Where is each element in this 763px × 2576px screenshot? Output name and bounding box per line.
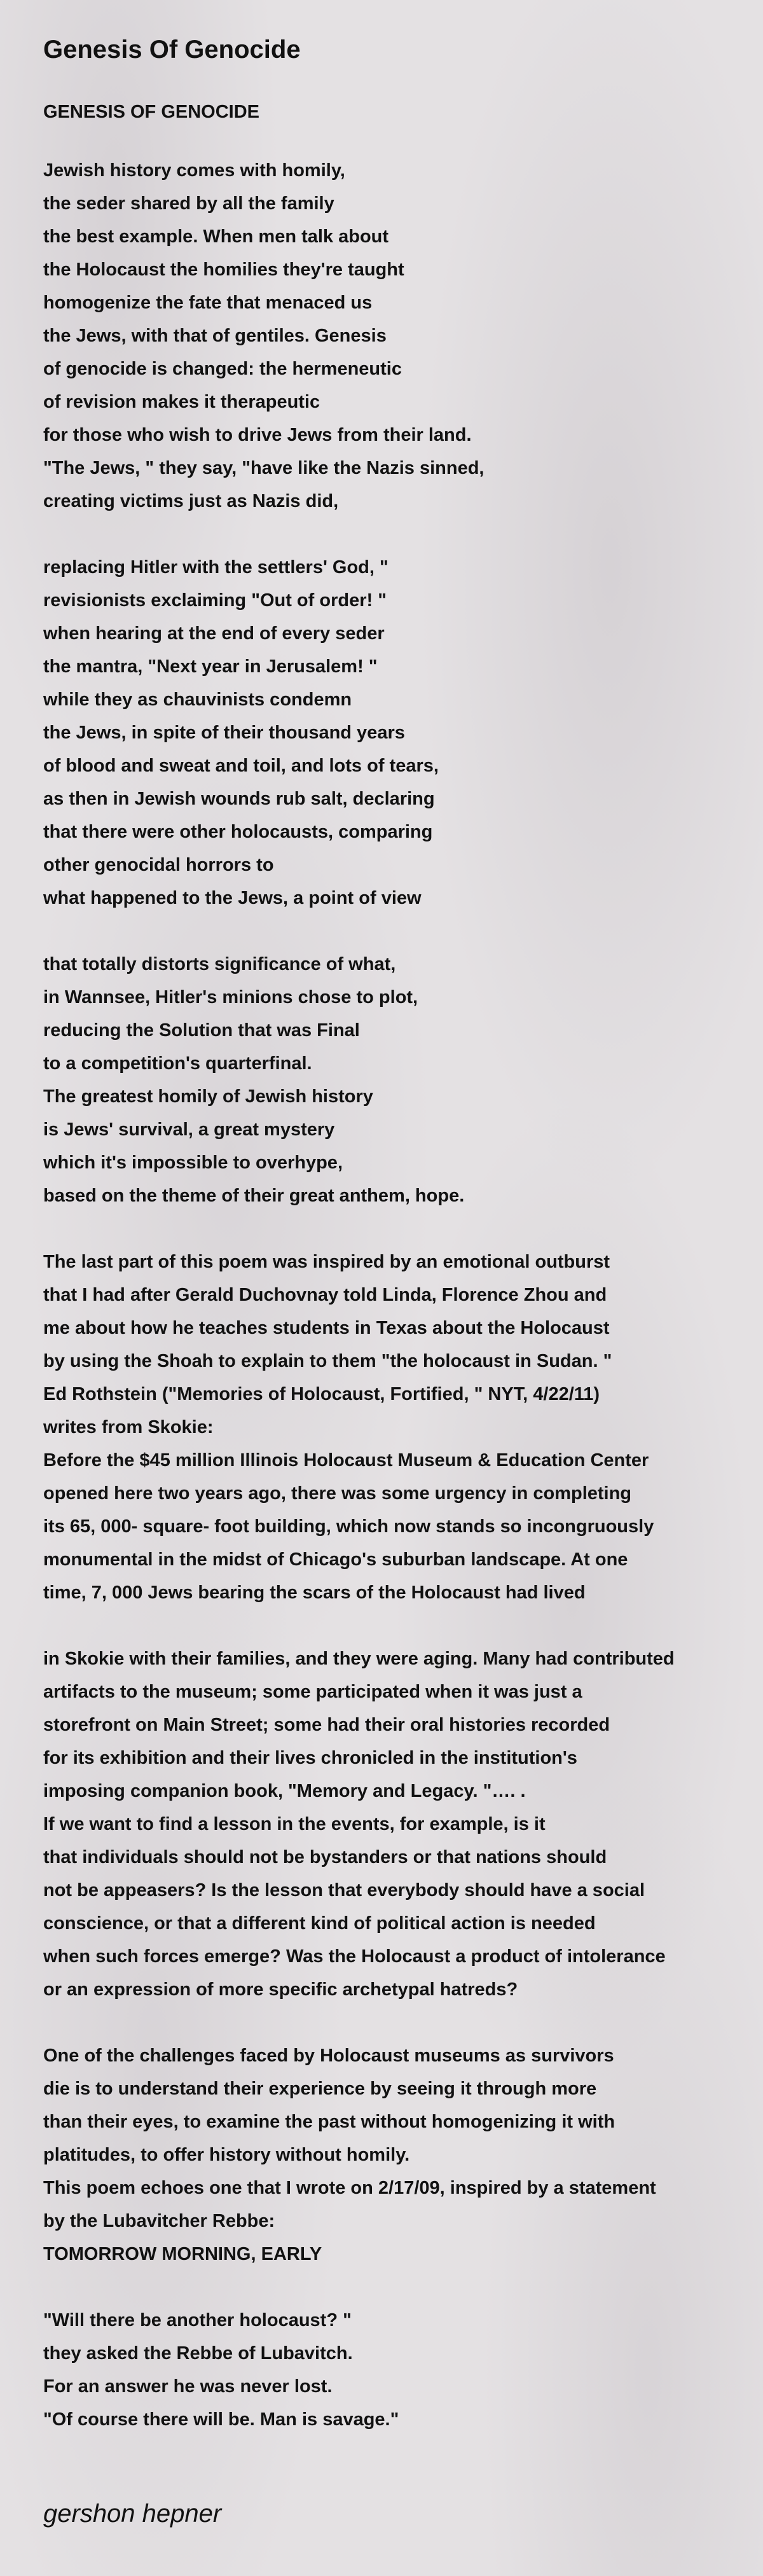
poem-line: its 65, 000- square- foot building, which now stands so incongruously	[43, 1516, 654, 1537]
poem-line: creating victims just as Nazis did,	[43, 491, 339, 511]
poem-line: by using the Shoah to explain to them "the holocaust in Sudan. "	[43, 1351, 612, 1371]
poem-line: homogenize the fate that menaced us	[43, 293, 373, 313]
poem-line: Before the $45 million Illinois Holocaust Museum & Education Center	[43, 1450, 649, 1471]
poem-line: for its exhibition and their lives chronicled in the institution's	[43, 1748, 577, 1768]
poem-title: Genesis Of Genocide	[43, 36, 301, 64]
poem-line: reducing the Solution that was Final	[43, 1020, 360, 1041]
poem-line: while they as chauvinists condemn	[43, 689, 352, 710]
poem-line: writes from Skokie:	[43, 1417, 214, 1437]
poem-line: "The Jews, " they say, "have like the Nazis sinned,	[43, 458, 485, 478]
poem-line: which it's impossible to overhype,	[43, 1153, 343, 1173]
poem-stanza	[43, 2304, 743, 2436]
poem-line: for those who wish to drive Jews from their land.	[43, 425, 472, 445]
poem-stanza	[43, 948, 743, 1212]
poem-line: me about how he teaches students in Texas about the Holocaust	[43, 1318, 610, 1338]
poem-line: that individuals should not be bystanders or that nations should	[43, 1847, 607, 1867]
poem-body	[43, 154, 743, 2436]
poem-line: The last part of this poem was inspired by an emotional outburst	[43, 1252, 610, 1272]
poem-line: of revision makes it therapeutic	[43, 392, 320, 412]
poem-author[interactable]: gershon hepner	[43, 2500, 222, 2528]
poem-line: This poem echoes one that I wrote on 2/17/09, inspired by a statement	[43, 2178, 656, 2198]
poem-line: die is to understand their experience by seeing it through more	[43, 2079, 597, 2099]
poem-line: the seder shared by all the family	[43, 193, 334, 214]
poem-line: when hearing at the end of every seder	[43, 623, 385, 644]
poem-line: platitudes, to offer history without homily.	[43, 2145, 410, 2165]
poem-line: the Jews, in spite of their thousand years	[43, 723, 405, 743]
poem-stanza	[43, 1245, 743, 1609]
poem-line: One of the challenges faced by Holocaust museums as survivors	[43, 2046, 614, 2066]
poem-line: that totally distorts significance of what,	[43, 954, 396, 974]
poem-line: The greatest homily of Jewish history	[43, 1086, 373, 1107]
poem-stanza	[43, 2039, 743, 2271]
poem-line: to a competition's quarterfinal.	[43, 1053, 312, 1074]
poem-line: Jewish history comes with homily,	[43, 160, 345, 181]
poem-page	[43, 31, 743, 2469]
poem-line: in Wannsee, Hitler's minions chose to plot,	[43, 987, 418, 1008]
poem-line: than their eyes, to examine the past without homogenizing it with	[43, 2112, 615, 2132]
poem-line: as then in Jewish wounds rub salt, declaring	[43, 789, 435, 809]
poem-line: they asked the Rebbe of Lubavitch.	[43, 2343, 353, 2364]
poem-line: that there were other holocausts, comparing	[43, 822, 433, 842]
poem-line: by the Lubavitcher Rebbe:	[43, 2211, 275, 2231]
poem-line: not be appeasers? Is the lesson that everybody should have a social	[43, 1880, 645, 1901]
poem-line: of blood and sweat and toil, and lots of tears,	[43, 756, 439, 776]
poem-line: revisionists exclaiming "Out of order! "	[43, 590, 387, 611]
poem-line: the mantra, "Next year in Jerusalem! "	[43, 656, 378, 677]
poem-line: artifacts to the museum; some participated when it was just a	[43, 1682, 582, 1702]
poem-line: monumental in the midst of Chicago's suburban landscape. At one	[43, 1549, 628, 1570]
poem-line: what happened to the Jews, a point of view	[43, 888, 422, 908]
poem-line: conscience, or that a different kind of political action is needed	[43, 1913, 596, 1934]
poem-stanza	[43, 551, 743, 915]
poem-line: replacing Hitler with the settlers' God, "	[43, 557, 388, 578]
poem-line: TOMORROW MORNING, EARLY	[43, 2244, 322, 2264]
poem-line: that I had after Gerald Duchovnay told Linda, Florence Zhou and	[43, 1285, 607, 1305]
poem-line: time, 7, 000 Jews bearing the scars of the Holocaust had lived	[43, 1582, 586, 1603]
poem-line: the Jews, with that of gentiles. Genesis	[43, 326, 387, 346]
poem-line: is Jews' survival, a great mystery	[43, 1119, 335, 1140]
poem-line: the best example. When men talk about	[43, 226, 389, 247]
poem-line: in Skokie with their families, and they were aging. Many had contributed	[43, 1649, 675, 1669]
poem-line: other genocidal horrors to	[43, 855, 274, 875]
poem-line: when such forces emerge? Was the Holocaust a product of intolerance	[43, 1946, 666, 1967]
poem-line: storefront on Main Street; some had their oral histories recorded	[43, 1715, 610, 1735]
poem-line: imposing companion book, "Memory and Legacy. "…. .	[43, 1781, 526, 1801]
poem-line: "Will there be another holocaust? "	[43, 2310, 352, 2330]
poem-line: "Of course there will be. Man is savage."	[43, 2409, 399, 2430]
poem-line: or an expression of more specific archetypal hatreds?	[43, 1979, 518, 2000]
poem-line: based on the theme of their great anthem, hope.	[43, 1186, 465, 1206]
poem-subtitle: GENESIS OF GENOCIDE	[43, 102, 259, 122]
poem-line: Ed Rothstein ("Memories of Holocaust, Fortified, " NYT, 4/22/11)	[43, 1384, 600, 1404]
poem-line: of genocide is changed: the hermeneutic	[43, 359, 402, 379]
poem-line: opened here two years ago, there was some urgency in completing	[43, 1483, 632, 1504]
poem-stanza	[43, 1642, 743, 2006]
poem-line: For an answer he was never lost.	[43, 2376, 333, 2397]
poem-stanza	[43, 154, 743, 518]
poem-line: If we want to find a lesson in the events, for example, is it	[43, 1814, 546, 1834]
poem-line: the Holocaust the homilies they're taught	[43, 260, 404, 280]
